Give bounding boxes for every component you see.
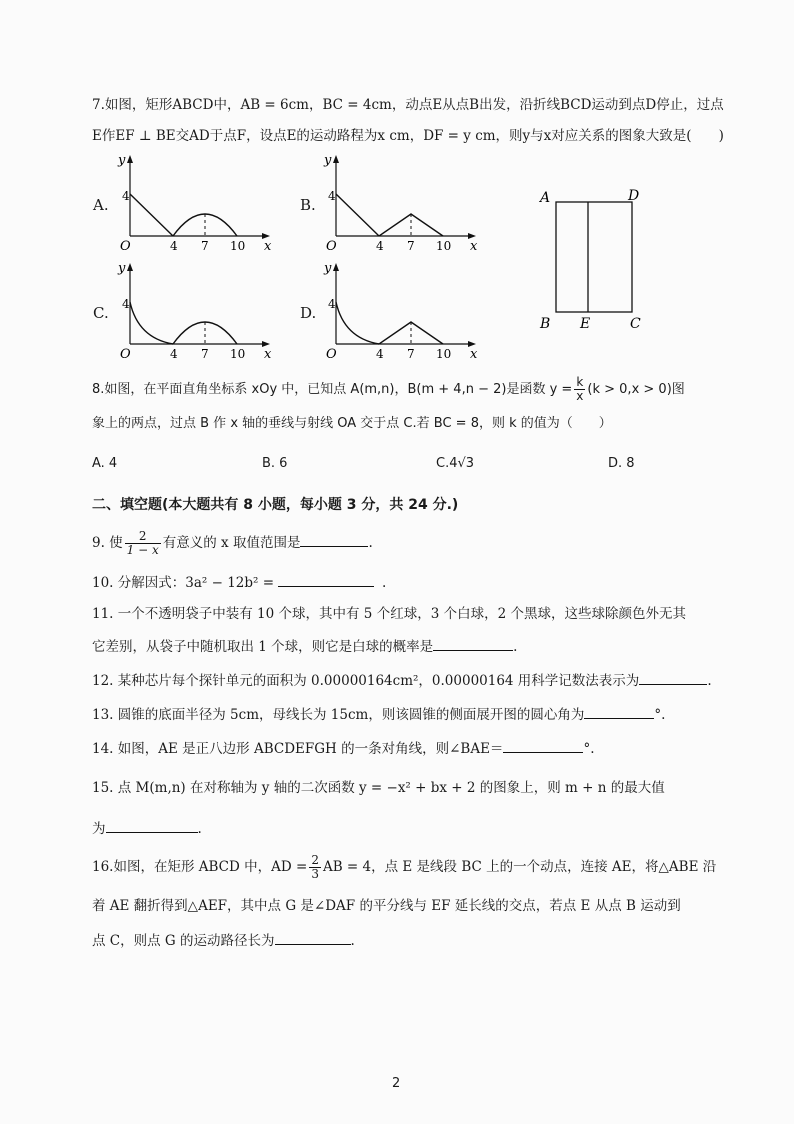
q7-graph-d [318, 260, 483, 365]
axis-y-tick: 4 [328, 297, 336, 311]
q16-line1 [92, 854, 716, 881]
q12-answer-blank[interactable] [639, 670, 707, 685]
q16-frac-num: 2 [311, 853, 319, 867]
q7-option-d-label: D. [300, 304, 317, 322]
label-e: E [580, 316, 591, 332]
q13-answer-blank[interactable] [584, 704, 654, 719]
q16-end: . [350, 933, 355, 949]
axis-x-tick-10: 10 [230, 239, 246, 253]
axis-origin: O [120, 347, 131, 362]
q9-answer-blank[interactable] [300, 532, 368, 547]
q16-line2: 着 AE 翻折得到△AEF，其中点 G 是∠DAF 的平分线与 EF 延长线的交点，若点 E 从点 B 运动到 [92, 898, 681, 914]
q7-option-c-label: C. [93, 304, 109, 322]
q8-line1-end: (k > 0,x > 0)图 [587, 382, 685, 397]
q16-text: 点 C，则点 G 的运动路径长为 [92, 933, 275, 949]
q9-line [92, 530, 373, 557]
q12-text: 12. 某种芯片每个探针单元的面积为 0.00000164cm²，0.00000164 用科学记数法表示为 [92, 673, 640, 689]
q16-answer-blank[interactable] [275, 930, 351, 945]
q15-text: 为 [92, 821, 106, 837]
q16-line1-start: 16.如图，在矩形 ABCD 中，AD = [92, 859, 308, 875]
q9-frac-num: 2 [125, 530, 161, 544]
q8-line1 [92, 376, 685, 403]
label-c: C [630, 316, 641, 332]
axis-y-tick: 4 [328, 189, 336, 203]
q14-answer-blank[interactable] [503, 738, 583, 753]
q10-answer-blank[interactable] [278, 572, 374, 587]
q10-text: 10. 分解因式：3a² − 12b² = [92, 575, 275, 591]
axis-x-label: x [264, 347, 272, 362]
label-a: A [540, 190, 551, 206]
q14-text: 14. 如图，AE 是正八边形 ABCDEFGH 的一条对角线，则∠BAE＝ [92, 741, 504, 757]
q10-line [92, 572, 386, 593]
q14-line [92, 738, 594, 759]
q9-fraction [125, 530, 161, 557]
axis-y-label: y [324, 261, 332, 276]
axis-y-tick: 4 [122, 297, 130, 311]
q8-choice-d: D. 8 [608, 456, 635, 471]
page-number: 2 [392, 1076, 401, 1091]
axis-y-tick: 4 [122, 189, 130, 203]
axis-x-tick-10: 10 [230, 347, 246, 361]
axis-y-label: y [118, 153, 126, 168]
axis-x-tick-7: 7 [201, 347, 209, 361]
axis-x-tick-4: 4 [376, 239, 384, 253]
section-heading-fill-in: 二、填空题(本大题共有 8 小题，每小题 3 分，共 24 分.) [92, 497, 459, 513]
q11-answer-blank[interactable] [433, 636, 513, 651]
q8-choice-c: C.4√3 [436, 456, 475, 471]
q15-line2 [92, 818, 202, 839]
q10-end: . [382, 575, 387, 591]
q15-end: . [197, 821, 202, 837]
q7-option-b-label: B. [300, 196, 316, 214]
axis-x-tick-10: 10 [436, 347, 452, 361]
axis-x-label: x [470, 239, 478, 254]
q16-fraction [309, 854, 321, 881]
axis-x-tick-7: 7 [407, 239, 415, 253]
q7-rectangle-figure [530, 180, 660, 340]
q7-graph-a [112, 152, 277, 257]
axis-y-label: y [118, 261, 126, 276]
q7-graph-c [112, 260, 277, 365]
q7-graph-b [318, 152, 483, 257]
axis-x-label: x [264, 239, 272, 254]
q8-line1-start: 8.如图，在平面直角坐标系 xOy 中，已知点 A(m,n)，B(m + 4,n − 2)是函数 y = [92, 382, 573, 397]
label-b: B [540, 316, 551, 332]
q7-option-a-label: A. [93, 196, 109, 214]
q11-line1: 11. 一个不透明袋子中装有 10 个球，其中有 5 个红球，3 个白球，2 个黑球，这些球除颜色外无其 [92, 606, 686, 622]
q7-line1: 7.如图，矩形ABCD中，AB = 6cm，BC = 4cm，动点E从点B出发，沿折线BCD运动到点D停止，过点 [92, 97, 724, 113]
q16-frac-den: 3 [311, 867, 319, 881]
q13-line [92, 704, 665, 725]
q16-line1-end: AB = 4，点 E 是线段 BC 上的一个动点，连接 AE，将△ABE 沿 [322, 859, 717, 875]
q9-end: . [368, 535, 373, 551]
axis-x-label: x [470, 347, 478, 362]
q8-fraction [574, 376, 585, 403]
axis-origin: O [120, 239, 131, 254]
q8-frac-num: k [574, 376, 585, 390]
q12-line [92, 670, 712, 691]
q7-line2: E作EF ⊥ BE交AD于点F，设点E的运动路程为x cm，DF = y cm，则y与x对应关系的图象大致是( ) [92, 128, 724, 144]
q13-end: °. [654, 707, 666, 723]
q11-text: 它差别，从袋子中随机取出 1 个球，则它是白球的概率是 [92, 639, 434, 655]
q12-end: . [707, 673, 712, 689]
q16-line3 [92, 930, 355, 951]
axis-x-tick-4: 4 [170, 347, 178, 361]
q8-frac-den: x [576, 389, 584, 403]
q9-frac-den: 1 − x [126, 543, 159, 557]
q9-text: 有意义的 x 取值范围是 [162, 535, 301, 551]
axis-x-tick-4: 4 [170, 239, 178, 253]
label-d: D [628, 188, 640, 204]
q13-text: 13. 圆锥的底面半径为 5cm，母线长为 15cm，则该圆锥的侧面展开图的圆心角为 [92, 707, 585, 723]
q11-end: . [513, 639, 518, 655]
q15-answer-blank[interactable] [106, 818, 198, 833]
q11-line2 [92, 636, 517, 657]
axis-y-label: y [324, 153, 332, 168]
axis-x-tick-7: 7 [407, 347, 415, 361]
q15-line1: 15. 点 M(m,n) 在对称轴为 y 轴的二次函数 y = −x² + bx + 2 的图象上，则 m + n 的最大值 [92, 780, 665, 796]
axis-origin: O [326, 239, 337, 254]
q14-end: °. [583, 741, 595, 757]
q9-start: 9. 使 [92, 535, 123, 551]
q8-choice-a: A. 4 [92, 456, 118, 471]
axis-x-tick-10: 10 [436, 239, 452, 253]
axis-x-tick-7: 7 [201, 239, 209, 253]
q8-choice-b: B. 6 [262, 456, 288, 471]
axis-x-tick-4: 4 [376, 347, 384, 361]
q8-line2: 象上的两点，过点 B 作 x 轴的垂线与射线 OA 交于点 C.若 BC = 8，则 k 的值为（ ） [92, 416, 612, 431]
axis-origin: O [326, 347, 337, 362]
